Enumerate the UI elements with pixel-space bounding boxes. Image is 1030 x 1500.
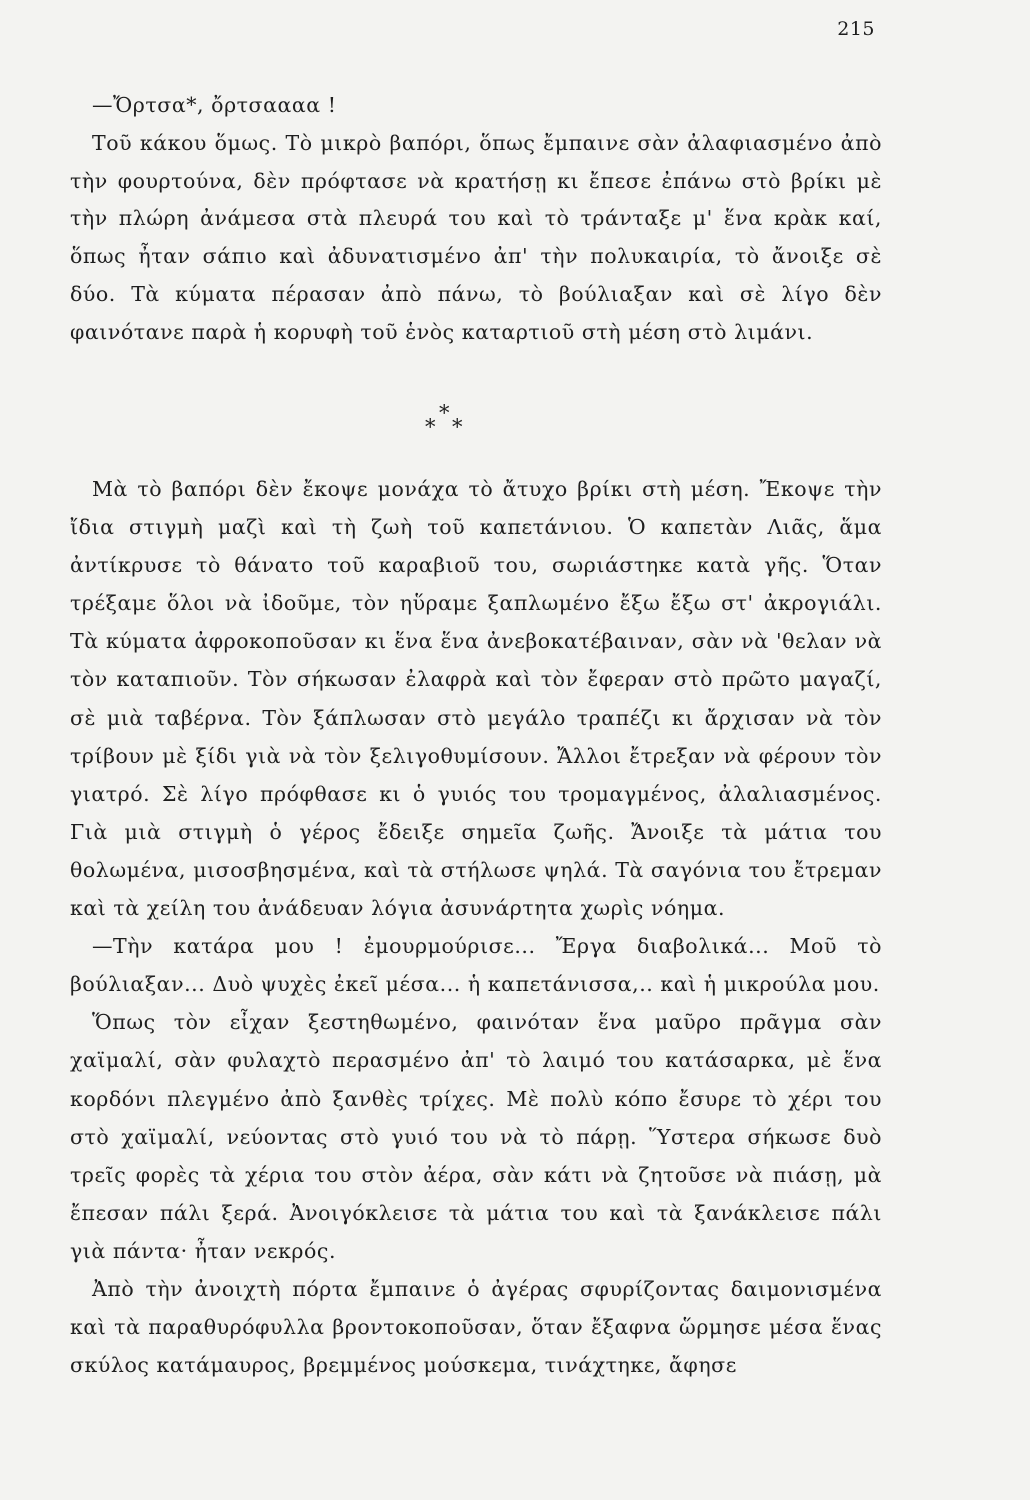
section-break-asterism [425, 403, 465, 439]
paragraph: Ὅπως τὸν εἶχαν ξεστηθωμένο, φαινόταν ἕνα μαῦρο πρᾶγμα σὰν χαϊμαλί, σὰν φυλαχτὸ περασμένο ἀπ' τὸ λαιμό του κατάσαρκα, μὲ ἕνα κορδόνι πλεγμένο ἀπὸ ξανθὲς τρίχες. Μὲ πολὺ κόπο ἔσυρε τὸ χέρι του στὸ χαϊμαλί, νεύοντας στὸ γυιό του νὰ τὸ πάρῃ. Ὕστερα σήκωσε δυὸ τρεῖς φορὲς τὰ χέρια του στὸν ἀέρα, σὰν κάτι νὰ ζητοῦσε νὰ πιάσῃ, μὰ ἔπεσαν πάλι ξερά. Ἀνοιγόκλεισε τὰ μάτια του καὶ τὰ ξανάκλεισε πάλι γιὰ πάντα· ἦταν νεκρός. [70, 1010, 882, 1263]
asterism-star: * [452, 415, 463, 439]
paragraph: Μὰ τὸ βαπόρι δὲν ἔκοψε μονάχα τὸ ἄτυχο βρίκι στὴ μέση. Ἔκοψε τὴν ἴδια στιγμὴ μαζὶ καὶ τὴ ζωὴ τοῦ καπετάνιου. Ὁ καπετὰν Λιᾶς, ἅμα ἀντίκρυσε τὸ θάνατο τοῦ καραβιοῦ του, σωριάστηκε κατὰ γῆς. Ὅταν τρέξαμε ὅλοι νὰ ἰδοῦμε, τὸν ηὕραμε ξαπλωμένο ἔξω ἔξω στ' ἀκρογιάλι. Τὰ κύματα ἀφροκοποῦσαν κι ἕνα ἕνα ἀνεβοκατέβαιναν, σὰν νὰ 'θελαν νὰ τὸν καταπιοῦν. Τὸν σήκωσαν ἐλαφρὰ καὶ τὸν ἔφεραν στὸ πρῶτο μαγαζί, σὲ μιὰ ταβέρνα. Τὸν ξάπλωσαν στὸ μεγάλο τραπέζι κι ἄρχισαν νὰ τὸν τρίβουν μὲ ξίδι γιὰ νὰ τὸν ξελιγοθυμίσουν. Ἄλλοι ἔτρεξαν νὰ φέρουν τὸν γιατρό. Σὲ λίγο πρόφθασε κι ὁ γυιός του τρομαγμένος, ἀλαλιασμένος. Γιὰ μιὰ στιγμὴ ὁ γέρος ἔδειξε σημεῖα ζωῆς. Ἄνοιξε τὰ μάτια του θολωμένα, μισοσβησμένα, καὶ τὰ στήλωσε ψηλά. Τὰ σαγόνια του ἔτρεμαν καὶ τὰ χείλη του ἀνάδευαν λόγια ἀσυνάρτητα χωρὶς νόημα. [70, 477, 882, 921]
asterism-star: * [425, 415, 436, 439]
paragraph: Τοῦ κάκου ὅμως. Τὸ μικρὸ βαπόρι, ὅπως ἔμπαινε σὰν ἀλαφιασμένο ἀπὸ τὴν φουρτούνα, δὲν πρόφτασε νὰ κρατήσῃ κι ἔπεσε ἐπάνω στὸ βρίκι μὲ τὴν πλώρη ἀνάμεσα στὰ πλευρά του καὶ τὸ τράνταξε μ' ἕνα κρὰκ καί, ὅπως ἦταν σάπιο καὶ ἀδυνατισμένο ἀπ' τὴν πολυκαιρία, τὸ ἄνοιξε σὲ δύο. Τὰ κύματα πέρασαν ἀπὸ πάνω, τὸ βούλιαξαν καὶ σὲ λίγο δὲν φαινότανε παρὰ ἡ κορυφὴ τοῦ ἑνὸς καταρτιοῦ στὴ μέση στὸ λιμάνι. [70, 130, 882, 344]
paragraph: Ἀπὸ τὴν ἀνοιχτὴ πόρτα ἔμπαινε ὁ ἀγέρας σφυρίζοντας δαιμονισμένα καὶ τὰ παραθυρόφυλλα βροντοκοποῦσαν, ὅταν ἔξαφνα ὥρμησε μέσα ἕνας σκύλος κατάμαυρος, βρεμμένος μούσκεμα, τινάχτηκε, ἄφησε [70, 1276, 882, 1378]
asterism-star: * [439, 401, 450, 425]
text-section-2 [70, 470, 882, 1384]
paragraph: —Τὴν κατάρα μου ! ἐμουρμούρισε... Ἔργα διαβολικά... Μοῦ τὸ βούλιαξαν... Δυὸ ψυχὲς ἐκεῖ μέσα... ἡ καπετάνισσα,.. καὶ ἡ μικρούλα μου. [70, 934, 882, 997]
text-section-1 [70, 87, 882, 352]
paragraph: —Ὄρτσα*, ὄρτσαααα ! [92, 93, 337, 117]
page-number: 215 [837, 18, 875, 40]
